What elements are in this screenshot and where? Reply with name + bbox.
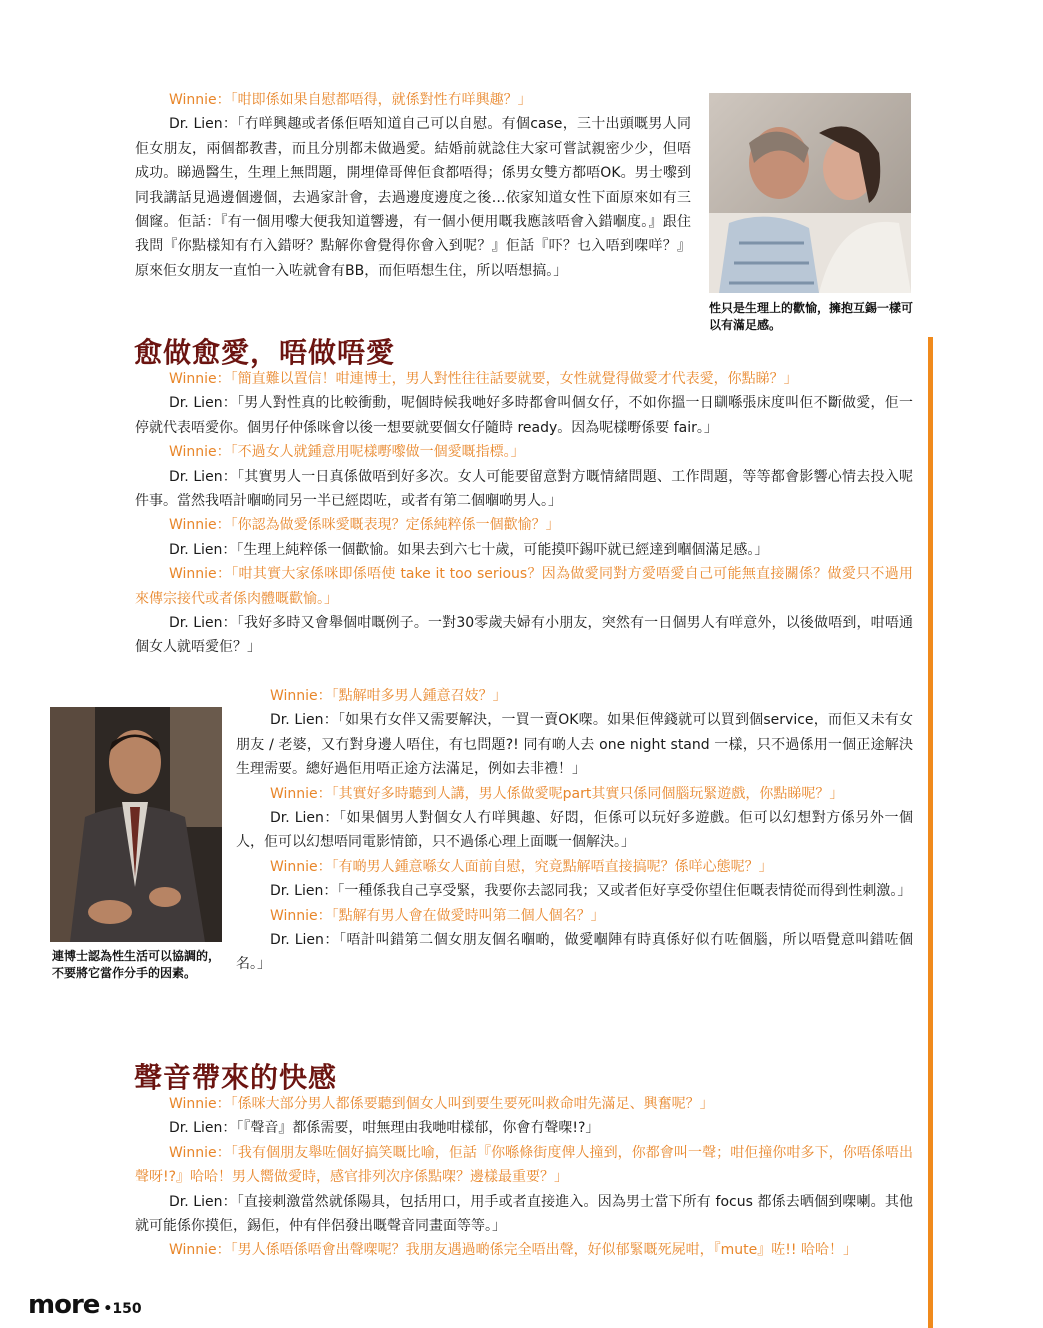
question-paragraph: Winnie：「我有個朋友舉咗個好搞笑嘅比喻，佢話『你喺條街度俾人撞到，你都會叫一聲；咁佢撞你咁多下，你唔係唔出聲呀!?』哈哈！男人嚮做愛時，感官排列次序係點㗎？邊樣最重要？」 (135, 1144, 913, 1186)
section-heading-1: 愈做愈愛，唔做唔愛 (134, 336, 396, 369)
question-paragraph: Winnie：「係咪大部分男人都係要聽到個女人叫到要生要死叫救命咁先滿足、興奮呢？」 (169, 1096, 714, 1112)
answer-paragraph: Dr. Lien：「男人對性真的比較衝動，呢個時候我哋好多時都會叫個女仔，不如你搵一日瞓喺張床度叫佢不斷做愛，佢一停就代表唔愛你。個男仔仲係咪會以後一想要就要個女仔隨時 ready。因為呢樣嘢係要 fair。」 (135, 395, 913, 436)
question-paragraph: Winnie：「有啲男人鍾意喺女人面前自慰，究竟點解唔直接搞呢？係咩心態呢？」 (270, 858, 773, 875)
couple-photo (709, 93, 911, 293)
answer-paragraph: Dr. Lien：「生理上純粹係一個歡愉。如果去到六七十歲，可能摸吓錫吓就已經達到嗰個滿足感。」 (169, 541, 769, 558)
section-heading-2: 聲音帶來的快感 (134, 1061, 338, 1094)
answer-paragraph: Dr. Lien：「如果冇女伴又需要解決，一買一賣OK㗎。如果佢俾錢就可以買到個service，而佢又未有女朋友 / 老婆，又冇對身邊人唔住，有乜問題?! 同有啲人去 one night stand 一樣，只不過係用一個正途解決生理需要。總好過佢用唔正途方法滿足，例如去非禮！」 (236, 712, 913, 778)
photo-caption-1: 性只是生理上的歡愉，擁抱互錫一樣可以有滿足感。 (709, 301, 914, 332)
question-paragraph: Winnie：「男人係唔係唔會出聲㗎呢？我朋友遇過啲係完全唔出聲，好似郁緊嘅死屍咁，『mute』咗!! 哈哈！」 (169, 1242, 857, 1259)
answer-paragraph: Dr. Lien：「唔計叫錯第二個女朋友個名嗰啲，做愛嗰陣有時真係好似冇咗個腦，所以唔覺意叫錯咗個名。」 (236, 932, 913, 973)
question-paragraph: Winnie：「其實好多時聽到人講，男人係做愛呢part其實只係同個腦玩緊遊戲，你點睇呢？」 (270, 785, 844, 802)
question-paragraph: Winnie：「咁即係如果自慰都唔得，就係對性冇咩興趣？」 (169, 92, 532, 108)
page-number: •150 (103, 1301, 142, 1317)
interview-section-3 (236, 684, 913, 977)
question-paragraph: Winnie：「點解咁多男人鍾意召妓？」 (270, 688, 507, 704)
answer-paragraph: Dr. Lien：「如果個男人對個女人冇咩興趣、好悶，佢係可以玩好多遊戲。佢可以幻想對方係另外一個人，佢可以幻想唔同電影情節，只不過係心理上面嘅一個解決。」 (236, 810, 913, 851)
question-paragraph: Winnie：「點解有男人會在做愛時叫第二個人個名？」 (270, 907, 605, 924)
answer-paragraph: Dr. Lien：「其實男人一日真係做唔到好多次。女人可能要留意對方嘅情緒問題、工作問題，等等都會影響心情去投入呢件事。當然我唔計嗰啲同另一半已經悶咗，或者有第二個嗰啲男人。」 (135, 468, 913, 510)
accent-bar (928, 337, 933, 1328)
magazine-logo: more (28, 1290, 100, 1320)
answer-paragraph: Dr. Lien：「一種係我自己享受緊，我要你去認同我；又或者佢好享受你望住佢嘅表情從而得到性刺激。」 (270, 883, 912, 900)
interview-section-1 (135, 88, 691, 283)
question-paragraph: Winnie：「咁其實大家係咪即係唔使 take it too serious？因為做愛同對方愛唔愛自己可能無直接關係？做愛只不過用來傳宗接代或者係肉體嘅歡愉。」 (135, 566, 913, 607)
page-footer (28, 1290, 142, 1320)
photo-caption-2: 連博士認為性生活可以協調的，不要將它當作分手的因素。 (52, 949, 221, 980)
answer-paragraph: Dr. Lien：「冇咩興趣或者係佢唔知道自己可以自慰。有個case，三十出頭嘅男人同佢女朋友，兩個都教書，而且分別都未做過愛。結婚前就諗住大家可嘗試親密少少，但唔成功。睇過醫生，生理上無問題，開埋偉哥俾佢食都唔得；係男女雙方都唔OK。男士嚟到同我講話見過邊個邊個，去過家計會，去過邊度邊度之後…依家知道女性下面原來如有三個窿。佢話：『有一個用嚟大便我知道響邊，有一個小便用嘅我應該唔會入錯嗰度。』跟住我問『你點樣知有冇入錯呀？點解你會覺得你會入到呢？』佢話『吓？乜入唔到㗎咩？』原來佢女朋友一直怕一入咗就會有BB，而佢唔想生住，所以唔想搞。」 (135, 116, 691, 279)
interview-section-2 (135, 367, 913, 660)
doctor-photo (50, 707, 222, 942)
question-paragraph: Winnie：「簡直難以置信！咁連博士，男人對性往往話要就要，女性就覺得做愛才代表愛，你點睇？」 (169, 371, 798, 387)
answer-paragraph: Dr. Lien：「『聲音』都係需要，咁無理由我哋咁樣郁，你會冇聲㗎!?」 (169, 1120, 600, 1137)
interview-section-4 (135, 1092, 913, 1263)
question-paragraph: Winnie：「不過女人就鍾意用呢樣嘢嚟做一個愛嘅指標。」 (169, 444, 525, 461)
answer-paragraph: Dr. Lien：「我好多時又會舉個咁嘅例子。一對30零歲夫婦有小朋友，突然有一日個男人有咩意外，以後做唔到，咁唔通個女人就唔愛佢？」 (135, 615, 913, 656)
question-paragraph: Winnie：「你認為做愛係咪愛嘅表現？定係純粹係一個歡愉？」 (169, 517, 560, 534)
answer-paragraph: Dr. Lien：「直接刺激當然就係陽具，包括用口，用手或者直接進入。因為男士當下所有 focus 都係去晒個到㗎喇。其他就可能係你摸佢，錫佢，仲有伴侶發出嘅聲音同畫面等等。」 (135, 1193, 913, 1235)
